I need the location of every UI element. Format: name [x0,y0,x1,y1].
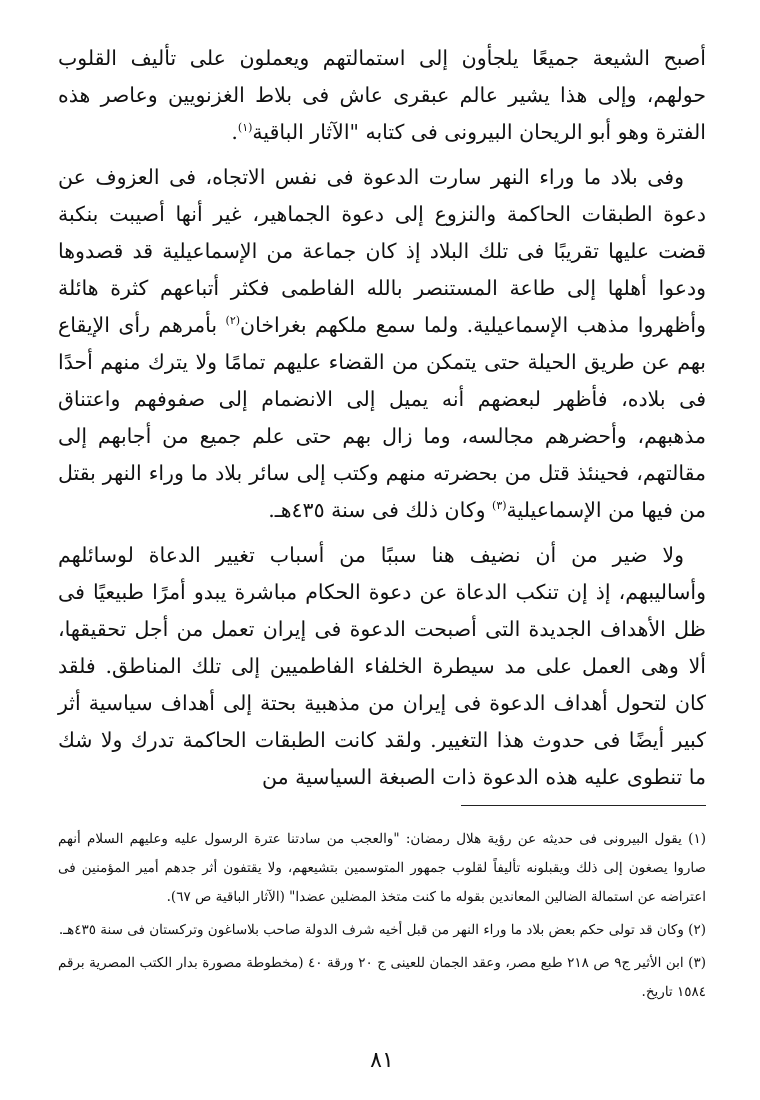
footnote-ref-2[interactable]: (٢) [225,314,241,328]
paragraph-3: ولا ضير من أن نضيف هنا سببًا من أسباب تغيير الدعاة لوسائلهم وأساليبهم، إذ إن تنكب الدعاة عن دعوة الحكام مباشرة يبدو أمرًا طبيعيًا فى ظل الأهداف الجديدة التى أصبحت الدعوة فى إيران تعمل من أجل تحقيقها، ألا وهى العمل على مد سيطرة الخلفاء الفاطميين إلى تلك المناطق. فلقد كان لتحول أهداف الدعوة فى إيران من مذهبية بحتة إلى أهداف سياسية أثر كبير أيضًا فى حدوث هذا التغيير. ولقد كانت الطبقات الحاكمة تدرك ولا شك ما تنطوى عليه هذه الدعوة ذات الصبغة السياسية من [58,543,706,789]
footnote-3: (٣) ابن الأثير ج٩ ص ٢١٨ طبع مصر، وعقد الجمان للعينى ج ٢٠ ورقة ٤٠ (مخطوطة مصورة بدار الكتب المصرية برقم ١٥٨٤ تاريخ. [58,955,706,1000]
footnotes [58,825,706,1011]
paragraph-1: أصبح الشيعة جميعًا يلجأون إلى استمالتهم ويعملون على تأليف القلوب حولهم، وإلى هذا يشير عالم عبقرى عاش فى بلاط الغزنويين وعاصر هذه الفترة وهو أبو الريحان البيرونى فى كتابه "الآثار الباقية$^{(١)}$. [58,46,706,144]
footnote-1: (١) يقول البيرونى فى حديثه عن رؤية هلال رمضان: "والعجب من سادتنا عترة الرسول عليه وعليهم السلام أنهم صاروا يصغون إلى ذلك ويقبلونه تأليفاً لقلوب جمهور المتوسمين بتشيعهم، ولا يقتفون أثر جدهم أمير المؤمنين فى اعتراضه عن استمالة الضالين المعاندين بقوله ما كنت متخذ المضلين عضدا" (الآثار الباقية ص ٦٧). [58,831,706,905]
footnote-divider [461,805,706,806]
footnote-ref-1[interactable]: (١) [237,121,253,135]
footnote-ref-3[interactable]: (٣) [492,499,507,513]
footnote-2: (٢) وكان قد تولى حكم بعض بلاد ما وراء النهر من قبل أخيه شرف الدولة صاحب بلاساغون وتركستان فى سنة ٤٣٥هـ. [58,922,706,938]
paragraph-2: وفى بلاد ما وراء النهر سارت الدعوة فى نفس الاتجاه، فى العزوف عن دعوة الطبقات الحاكمة والنزوع إلى دعوة الجماهير، غير أنها أصيبت بنكبة قضت عليها تقريبًا فى تلك البلاد إذ كان جماعة من الإسماعيلية قد قصدوها ودعوا أهلها إلى طاعة المستنصر بالله الفاطمى فكثر أتباعهم كثرة هائلة وأظهروا مذهب الإسماعيلية. ولما سمع ملكهم بغراخان$^{(٢)}$ بأمرهم رأى الإيقاع بهم عن طريق الحيلة حتى يتمكن من القضاء عليهم تمامًا ولا يترك منهم أحدًا فى بلاده، فأظهر لبعضهم أنه يميل إلى الانضمام إلى صفوفهم واعتناق مذهبهم، وأحضرهم مجالسه، وما زال بهم حتى علم جميع من أجابهم إلى مقالتهم، فحينئذ قتل من بحضرته منهم وكتب إلى سائر بلاد ما وراء النهر بقتل من فيها من الإسماعيلية$^{(٣)}$ وكان ذلك فى سنة ٤٣٥هـ. [58,165,706,522]
main-text [58,40,706,796]
page-number: ٨١ [370,1048,394,1073]
book-page [58,40,706,1080]
